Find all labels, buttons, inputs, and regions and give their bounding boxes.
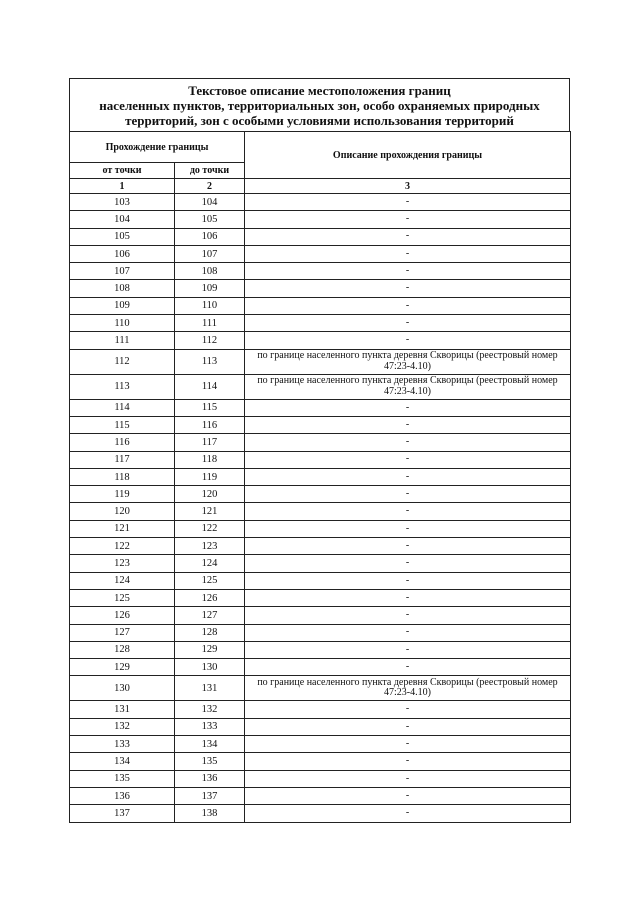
description-cell: по границе населенного пункта деревня Скворицы (реестровый номер 47:23-4.10): [245, 676, 571, 701]
title-box: [69, 78, 570, 131]
table-body: [70, 194, 571, 823]
from-point-cell: 126: [70, 607, 175, 624]
table-row: [70, 607, 571, 624]
from-point-cell: 111: [70, 332, 175, 349]
to-point-cell: 138: [175, 805, 245, 822]
column-number-3: 3: [245, 179, 571, 194]
description-cell: -: [245, 263, 571, 280]
to-point-cell: 112: [175, 332, 245, 349]
to-point-cell: 119: [175, 468, 245, 485]
table-row: [70, 297, 571, 314]
from-point-cell: 118: [70, 468, 175, 485]
from-point-cell: 108: [70, 280, 175, 297]
description-cell: -: [245, 770, 571, 787]
to-point-cell: 136: [175, 770, 245, 787]
table-row: [70, 805, 571, 822]
from-point-cell: 127: [70, 624, 175, 641]
to-point-cell: 104: [175, 194, 245, 211]
table-row: [70, 624, 571, 641]
description-cell: -: [245, 486, 571, 503]
description-cell: -: [245, 805, 571, 822]
to-point-cell: 111: [175, 315, 245, 332]
from-point-cell: 114: [70, 399, 175, 416]
table-row: [70, 641, 571, 658]
to-point-cell: 135: [175, 753, 245, 770]
table-row: [70, 659, 571, 676]
description-cell: -: [245, 718, 571, 735]
table-row: [70, 736, 571, 753]
description-cell: -: [245, 297, 571, 314]
header-description: Описание прохождения границы: [245, 132, 571, 179]
title-line-3: территорий, зон с особыми условиями использования территорий: [125, 113, 514, 128]
table-row: [70, 753, 571, 770]
from-point-cell: 110: [70, 315, 175, 332]
description-cell: -: [245, 315, 571, 332]
table-row: [70, 228, 571, 245]
to-point-cell: 128: [175, 624, 245, 641]
description-cell: -: [245, 434, 571, 451]
table-row: [70, 211, 571, 228]
from-point-cell: 107: [70, 263, 175, 280]
header-boundary-passage: Прохождение границы: [70, 132, 245, 163]
from-point-cell: 124: [70, 572, 175, 589]
document-title: [99, 82, 539, 128]
table-row: [70, 589, 571, 606]
from-point-cell: 135: [70, 770, 175, 787]
table-row: [70, 555, 571, 572]
description-cell: -: [245, 607, 571, 624]
to-point-cell: 105: [175, 211, 245, 228]
header-row-group: [70, 132, 571, 163]
description-cell: -: [245, 416, 571, 433]
table-row: [70, 194, 571, 211]
document-sheet: [69, 78, 570, 823]
description-cell: -: [245, 787, 571, 804]
header-row-numbers: [70, 179, 571, 194]
description-cell: -: [245, 538, 571, 555]
table-row: [70, 451, 571, 468]
to-point-cell: 108: [175, 263, 245, 280]
from-point-cell: 125: [70, 589, 175, 606]
to-point-cell: 131: [175, 676, 245, 701]
to-point-cell: 127: [175, 607, 245, 624]
description-cell: -: [245, 589, 571, 606]
description-cell: по границе населенного пункта деревня Скворицы (реестровый номер 47:23-4.10): [245, 349, 571, 374]
description-cell: -: [245, 520, 571, 537]
from-point-cell: 109: [70, 297, 175, 314]
description-cell: -: [245, 624, 571, 641]
from-point-cell: 105: [70, 228, 175, 245]
title-line-2: населенных пунктов, территориальных зон, особо охраняемых природных: [99, 98, 540, 113]
boundary-table: [69, 131, 571, 823]
from-point-cell: 131: [70, 701, 175, 718]
to-point-cell: 133: [175, 718, 245, 735]
description-cell: -: [245, 211, 571, 228]
table-row: [70, 787, 571, 804]
from-point-cell: 116: [70, 434, 175, 451]
description-cell: -: [245, 245, 571, 262]
description-cell: -: [245, 701, 571, 718]
from-point-cell: 112: [70, 349, 175, 374]
table-row: [70, 263, 571, 280]
from-point-cell: 130: [70, 676, 175, 701]
from-point-cell: 117: [70, 451, 175, 468]
from-point-cell: 103: [70, 194, 175, 211]
table-row: [70, 468, 571, 485]
table-row: [70, 315, 571, 332]
from-point-cell: 113: [70, 374, 175, 399]
to-point-cell: 110: [175, 297, 245, 314]
description-cell: -: [245, 451, 571, 468]
to-point-cell: 107: [175, 245, 245, 262]
to-point-cell: 114: [175, 374, 245, 399]
description-cell: -: [245, 194, 571, 211]
description-cell: -: [245, 280, 571, 297]
to-point-cell: 137: [175, 787, 245, 804]
table-row: [70, 538, 571, 555]
to-point-cell: 113: [175, 349, 245, 374]
to-point-cell: 120: [175, 486, 245, 503]
description-cell: -: [245, 332, 571, 349]
to-point-cell: 126: [175, 589, 245, 606]
table-row: [70, 701, 571, 718]
to-point-cell: 124: [175, 555, 245, 572]
table-row: [70, 434, 571, 451]
description-cell: -: [245, 659, 571, 676]
description-cell: -: [245, 468, 571, 485]
from-point-cell: 123: [70, 555, 175, 572]
table-row: [70, 349, 571, 374]
table-row: [70, 572, 571, 589]
from-point-cell: 120: [70, 503, 175, 520]
table-row: [70, 486, 571, 503]
table-row: [70, 245, 571, 262]
from-point-cell: 137: [70, 805, 175, 822]
to-point-cell: 121: [175, 503, 245, 520]
column-number-2: 2: [175, 179, 245, 194]
from-point-cell: 134: [70, 753, 175, 770]
header-to-point: до точки: [175, 163, 245, 179]
description-cell: -: [245, 753, 571, 770]
to-point-cell: 118: [175, 451, 245, 468]
table-row: [70, 718, 571, 735]
from-point-cell: 121: [70, 520, 175, 537]
table-row: [70, 332, 571, 349]
from-point-cell: 132: [70, 718, 175, 735]
table-row: [70, 416, 571, 433]
table-row: [70, 770, 571, 787]
to-point-cell: 106: [175, 228, 245, 245]
to-point-cell: 122: [175, 520, 245, 537]
description-cell: -: [245, 228, 571, 245]
to-point-cell: 123: [175, 538, 245, 555]
from-point-cell: 128: [70, 641, 175, 658]
header-from-point: от точки: [70, 163, 175, 179]
from-point-cell: 136: [70, 787, 175, 804]
from-point-cell: 119: [70, 486, 175, 503]
to-point-cell: 132: [175, 701, 245, 718]
table-row: [70, 399, 571, 416]
title-line-1: Текстовое описание местоположения границ: [188, 83, 451, 98]
description-cell: по границе населенного пункта деревня Скворицы (реестровый номер 47:23-4.10): [245, 374, 571, 399]
from-point-cell: 133: [70, 736, 175, 753]
from-point-cell: 122: [70, 538, 175, 555]
to-point-cell: 125: [175, 572, 245, 589]
to-point-cell: 115: [175, 399, 245, 416]
description-cell: -: [245, 641, 571, 658]
to-point-cell: 129: [175, 641, 245, 658]
table-row: [70, 374, 571, 399]
description-cell: -: [245, 555, 571, 572]
to-point-cell: 130: [175, 659, 245, 676]
table-row: [70, 280, 571, 297]
table-row: [70, 520, 571, 537]
from-point-cell: 106: [70, 245, 175, 262]
from-point-cell: 129: [70, 659, 175, 676]
description-cell: -: [245, 572, 571, 589]
description-cell: -: [245, 503, 571, 520]
to-point-cell: 116: [175, 416, 245, 433]
description-cell: -: [245, 399, 571, 416]
from-point-cell: 104: [70, 211, 175, 228]
description-cell: -: [245, 736, 571, 753]
from-point-cell: 115: [70, 416, 175, 433]
to-point-cell: 109: [175, 280, 245, 297]
column-number-1: 1: [70, 179, 175, 194]
table-row: [70, 676, 571, 701]
table-row: [70, 503, 571, 520]
to-point-cell: 134: [175, 736, 245, 753]
to-point-cell: 117: [175, 434, 245, 451]
